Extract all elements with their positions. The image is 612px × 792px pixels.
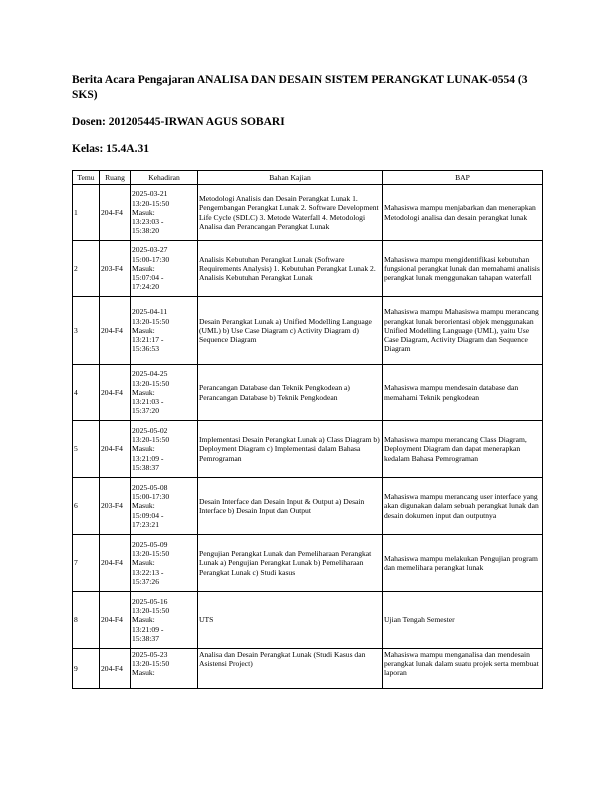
cell-kehadiran: 2025-05-23 13:20-15:50 Masuk: <box>131 649 198 689</box>
cell-kehadiran: 2025-05-02 13:20-15:50 Masuk: 13:21:09 - 15:38:37 <box>131 421 198 478</box>
cell-bap: Ujian Tengah Semester <box>383 592 543 649</box>
cell-kehadiran: 2025-03-27 15:00-17:30 Masuk: 15:07:04 - 17:24:20 <box>131 241 198 297</box>
table-row <box>73 592 543 649</box>
lecturer-line: Dosen: 201205445-IRWAN AGUS SOBARI <box>72 116 285 128</box>
cell-temu: 6 <box>73 478 100 535</box>
cell-ruang: 203-F4 <box>100 241 131 297</box>
cell-ruang: 203-F4 <box>100 478 131 535</box>
table-row <box>73 185 543 241</box>
cell-ruang: 204-F4 <box>100 365 131 421</box>
class-line: Kelas: 15.4A.31 <box>72 143 149 155</box>
header-bahan-kajian: Bahan Kajian <box>198 171 383 185</box>
cell-kehadiran: 2025-04-11 13:20-15:50 Masuk: 13:21:17 - 15:36:53 <box>131 297 198 365</box>
cell-temu: 2 <box>73 241 100 297</box>
cell-bahan-kajian: Analisa dan Desain Perangkat Lunak (Studi Kasus dan Asistensi Project) <box>198 649 383 689</box>
cell-bap: Mahasiswa mampu menjabarkan dan menerapkan Metodologi analisa dan desain perangkat lunak <box>383 185 543 241</box>
table-row <box>73 241 543 297</box>
document-title: Berita Acara Pengajaran ANALISA DAN DESAIN SISTEM PERANGKAT LUNAK-0554 (3 SKS) <box>72 74 528 101</box>
cell-temu: 3 <box>73 297 100 365</box>
cell-temu: 1 <box>73 185 100 241</box>
header-bap: BAP <box>383 171 543 185</box>
cell-bahan-kajian: Desain Interface dan Desain Input & Output a) Desain Interface b) Desain Input dan Output <box>198 478 383 535</box>
cell-temu: 9 <box>73 649 100 689</box>
cell-kehadiran: 2025-05-16 13:20-15:50 Masuk: 13:21:09 - 15:38:37 <box>131 592 198 649</box>
cell-temu: 4 <box>73 365 100 421</box>
cell-bap: Mahasiswa mampu melakukan Pengujian program dan memelihara perangkat lunak <box>383 535 543 592</box>
table-row <box>73 649 543 689</box>
cell-bap: Mahasiswa mampu merancang Class Diagram, Deployment Diagram dan dapat menerapkan kedalam Bahasa Pemrograman <box>383 421 543 478</box>
cell-bap: Mahasiswa mampu mendesain database dan memahami Teknik pengkodean <box>383 365 543 421</box>
cell-bahan-kajian: Perancangan Database dan Teknik Pengkodean a) Perancangan Database b) Teknik Pengkodean <box>198 365 383 421</box>
cell-temu: 7 <box>73 535 100 592</box>
table-row <box>73 297 543 365</box>
cell-temu: 8 <box>73 592 100 649</box>
cell-bahan-kajian: Pengujian Perangkat Lunak dan Pemeliharaan Perangkat Lunak a) Pengujian Perangkat Lunak b) Pemeliharaan Perangkat Lunak c) Studi kasus <box>198 535 383 592</box>
cell-ruang: 204-F4 <box>100 185 131 241</box>
cell-ruang: 204-F4 <box>100 535 131 592</box>
cell-kehadiran: 2025-05-08 15:00-17:30 Masuk: 15:09:04 - 17:23:21 <box>131 478 198 535</box>
header-kehadiran: Kehadiran <box>131 171 198 185</box>
table-header-row <box>73 171 543 185</box>
cell-bap: Mahasiswa mampu mengidentifikasi kebutuhan fungsional perangkat lunak dan memahami analisis perangkat lunak menggunakan tahapan waterfall <box>383 241 543 297</box>
cell-bap: Mahasiswa mampu merancang user interface yang akan digunakan dalam sebuah perangkat lunak dan desain dokumen input dan outputnya <box>383 478 543 535</box>
cell-bap: Mahasiswa mampu menganalisa dan mendesain perangkat lunak dalam suatu projek serta membuat laporan <box>383 649 543 689</box>
table-row <box>73 478 543 535</box>
table-row <box>73 535 543 592</box>
cell-bahan-kajian: UTS <box>198 592 383 649</box>
cell-kehadiran: 2025-03-21 13:20-15:50 Masuk: 13:23:03 - 15:38:20 <box>131 185 198 241</box>
cell-ruang: 204-F4 <box>100 592 131 649</box>
cell-bahan-kajian: Metodologi Analisis dan Desain Perangkat Lunak 1. Pengembangan Perangkat Lunak 2. Software Development Life Cycle (SDLC) 3. Metode Waterfall 4. Metodologi Analisa dan Perancangan Perangkat Lunak <box>198 185 383 241</box>
cell-ruang: 204-F4 <box>100 649 131 689</box>
cell-bap: Mahasiswa mampu Mahasiswa mampu merancang perangkat lunak berorientasi objek menggunakan Unified Modelling Language (UML), yaitu Use Case Diagram, Activity Diagram dan Sequence Diagram <box>383 297 543 365</box>
cell-kehadiran: 2025-04-25 13:20-15:50 Masuk: 13:21:03 - 15:37:20 <box>131 365 198 421</box>
table-row <box>73 421 543 478</box>
cell-kehadiran: 2025-05-09 13:20-15:50 Masuk: 13:22:13 - 15:37:26 <box>131 535 198 592</box>
cell-bahan-kajian: Analisis Kebutuhan Perangkat Lunak (Software Requirements Analysis) 1. Kebutuhan Perangkat Lunak 2. Analisis Kebutuhan Perangkat Lunak <box>198 241 383 297</box>
table-row <box>73 365 543 421</box>
cell-bahan-kajian: Desain Perangkat Lunak a) Unified Modelling Language (UML) b) Use Case Diagram c) Activity Diagram d) Sequence Diagram <box>198 297 383 365</box>
cell-temu: 5 <box>73 421 100 478</box>
cell-ruang: 204-F4 <box>100 421 131 478</box>
cell-ruang: 204-F4 <box>100 297 131 365</box>
attendance-table <box>72 170 543 689</box>
header-temu: Temu <box>73 171 100 185</box>
cell-bahan-kajian: Implementasi Desain Perangkat Lunak a) Class Diagram b) Deployment Diagram c) Implementasi dalam Bahasa Pemrograman <box>198 421 383 478</box>
header-ruang: Ruang <box>100 171 131 185</box>
